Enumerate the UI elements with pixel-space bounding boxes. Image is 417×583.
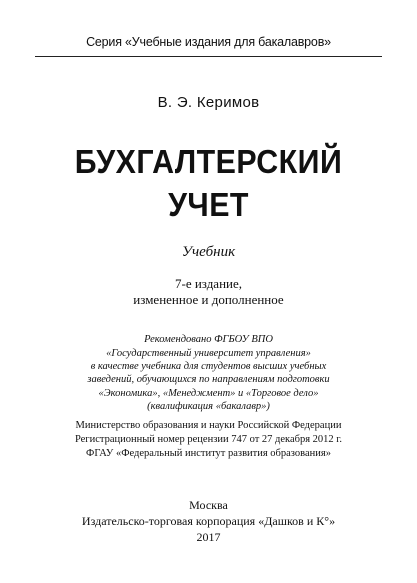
edition-line-2: измененное и дополненное — [133, 292, 284, 307]
recommendation-line: заведений, обучающихся по направлениям подготовки — [87, 374, 330, 385]
ministry-line: ФГАУ «Федеральный институт развития образования» — [86, 448, 331, 459]
publisher-name: Издательско-торговая корпорация «Дашков и К°» — [81, 514, 336, 528]
recommendation-line: в качестве учебника для студентов высших учебных — [90, 361, 327, 372]
header-divider — [35, 56, 382, 57]
book-subtitle: Учебник — [181, 244, 236, 260]
book-title-line-1: БУХГАЛТЕРСКИЙ — [74, 143, 343, 180]
ministry-line: Министерство образования и науки Российской Федерации — [75, 420, 342, 431]
publication-year: 2017 — [196, 530, 221, 544]
series-line: Серия «Учебные издания для бакалавров» — [86, 35, 331, 49]
recommendation-line: «Государственный университет управления» — [106, 348, 311, 359]
author-name: В. Э. Керимов — [157, 94, 260, 111]
book-title-line-2: УЧЕТ — [168, 186, 249, 223]
publisher-city: Москва — [189, 498, 228, 512]
ministry-line: Регистрационный номер рецензии 747 от 27 декабря 2012 г. — [74, 434, 343, 445]
recommendation-line: Рекомендовано ФГБОУ ВПО — [144, 334, 273, 345]
recommendation-line: (квалификация «бакалавр») — [147, 401, 270, 412]
edition-line-1: 7-е издание, — [174, 276, 243, 291]
recommendation-line: «Экономика», «Менеджмент» и «Торговое дело» — [98, 388, 319, 399]
